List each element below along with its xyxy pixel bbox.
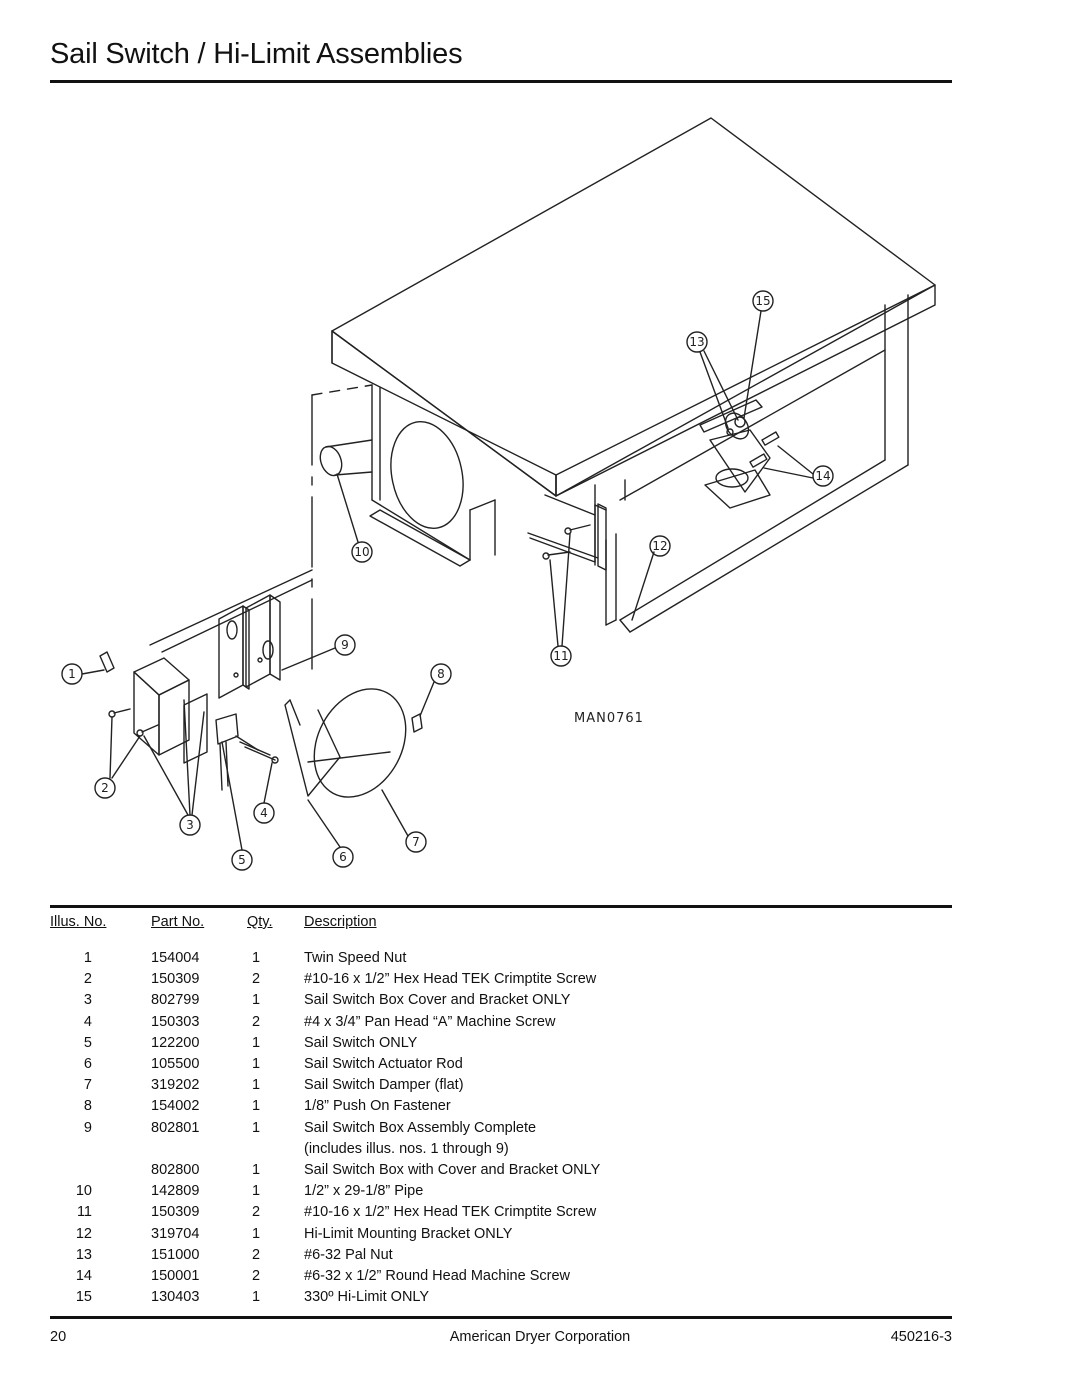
callout-label-5: 5 bbox=[238, 853, 246, 867]
table-row bbox=[50, 950, 952, 971]
cell-illus-no: 4 bbox=[83, 1013, 92, 1030]
callout-label-1: 1 bbox=[68, 667, 76, 681]
screws-part-11 bbox=[543, 525, 590, 559]
table-row bbox=[50, 1056, 952, 1077]
cell-part-no: 154002 bbox=[151, 1098, 200, 1115]
cell-qty: 1 bbox=[251, 1225, 261, 1242]
cell-illus-no: 5 bbox=[83, 1034, 92, 1051]
callout-label-9: 9 bbox=[341, 638, 349, 652]
table-row bbox=[50, 1268, 952, 1289]
callout-label-4: 4 bbox=[260, 806, 268, 820]
hi-limit-bracket bbox=[700, 400, 770, 508]
cell-description: Hi-Limit Mounting Bracket ONLY bbox=[304, 1225, 513, 1242]
cell-illus-no: 9 bbox=[83, 1119, 92, 1136]
cell-description: (includes illus. nos. 1 through 9) bbox=[304, 1140, 509, 1157]
callout-label-14: 14 bbox=[815, 469, 831, 483]
callout-3 bbox=[144, 700, 204, 835]
cell-description: Sail Switch Actuator Rod bbox=[304, 1056, 463, 1072]
cell-part-no: 802800 bbox=[151, 1162, 200, 1178]
callout-label-7: 7 bbox=[412, 835, 420, 849]
cell-qty: 1 bbox=[251, 1034, 261, 1051]
cell-part-no: 319704 bbox=[151, 1225, 200, 1242]
cell-part-no: 151000 bbox=[151, 1246, 200, 1263]
cell-illus-no: 1 bbox=[83, 950, 92, 966]
callout-label-6: 6 bbox=[339, 850, 347, 864]
cell-qty: 2 bbox=[251, 1246, 261, 1263]
header-illus-no: Illus. No. bbox=[50, 914, 107, 930]
table-row bbox=[50, 1035, 952, 1056]
cell-part-no: 319202 bbox=[151, 1077, 200, 1094]
cell-part-no: 142809 bbox=[151, 1183, 200, 1200]
callout-label-8: 8 bbox=[437, 667, 445, 681]
footer-rule bbox=[50, 1316, 952, 1319]
cell-illus-no: 12 bbox=[75, 1225, 92, 1242]
callout-label-15: 15 bbox=[755, 294, 771, 308]
cell-description: Sail Switch Damper (flat) bbox=[304, 1077, 464, 1094]
header-qty: Qty. bbox=[247, 914, 273, 930]
cell-part-no: 122200 bbox=[151, 1034, 200, 1051]
table-row bbox=[50, 1289, 952, 1310]
sail-switch-box-brackets bbox=[219, 595, 280, 698]
cell-description: 1/2” x 29-1/8” Pipe bbox=[304, 1183, 424, 1200]
header-part-no: Part No. bbox=[151, 914, 205, 930]
callout-label-3: 3 bbox=[186, 818, 194, 832]
cell-description: Sail Switch Box Cover and Bracket ONLY bbox=[304, 992, 571, 1009]
cell-illus-no: 11 bbox=[76, 1204, 92, 1221]
table-row bbox=[50, 1014, 952, 1035]
cell-qty: 2 bbox=[251, 1013, 261, 1030]
screws-part-4 bbox=[240, 742, 278, 763]
cell-part-no: 802799 bbox=[151, 992, 200, 1009]
cell-description: #10-16 x 1/2” Hex Head TEK Crimptite Screw bbox=[304, 1204, 597, 1221]
exploded-parts-diagram bbox=[50, 100, 952, 890]
push-on-fastener bbox=[412, 714, 422, 732]
twin-speed-nut bbox=[100, 652, 114, 672]
page-number: 20 bbox=[50, 1329, 67, 1345]
cell-description: #6-32 Pal Nut bbox=[304, 1246, 393, 1263]
table-row bbox=[50, 1120, 952, 1141]
table-row bbox=[50, 1098, 952, 1119]
cell-illus-no: 15 bbox=[75, 1289, 92, 1306]
table-row bbox=[50, 992, 952, 1013]
housing-top-panel bbox=[332, 118, 935, 496]
actuator-rod bbox=[285, 700, 340, 796]
cell-description: 1/8” Push On Fastener bbox=[304, 1098, 451, 1115]
title-rule bbox=[50, 80, 952, 83]
table-row bbox=[50, 1247, 952, 1268]
callout-label-12: 12 bbox=[652, 539, 668, 553]
cell-part-no: 154004 bbox=[151, 950, 200, 966]
table-row bbox=[50, 1162, 952, 1183]
table-row bbox=[50, 1141, 952, 1162]
table-row bbox=[50, 1077, 952, 1098]
sail-switch-box-cover bbox=[134, 658, 207, 763]
callout-label-10: 10 bbox=[354, 545, 370, 559]
document-number: 450216-3 bbox=[890, 1329, 952, 1345]
cell-part-no: 150001 bbox=[151, 1268, 200, 1284]
header-description: Description bbox=[304, 914, 377, 930]
cell-qty: 1 bbox=[251, 1056, 261, 1072]
table-rule bbox=[50, 905, 952, 908]
cell-description: Sail Switch ONLY bbox=[304, 1034, 418, 1051]
pipe-part-10 bbox=[150, 440, 372, 652]
callout-label-11: 11 bbox=[553, 649, 569, 663]
table-row bbox=[50, 971, 952, 992]
cell-illus-no: 14 bbox=[75, 1268, 92, 1284]
cell-qty: 1 bbox=[251, 992, 261, 1009]
table-row bbox=[50, 1183, 952, 1204]
cell-description: Sail Switch Box with Cover and Bracket ONLY bbox=[304, 1162, 601, 1178]
cell-qty: 2 bbox=[251, 1268, 261, 1284]
cell-description: Sail Switch Box Assembly Complete bbox=[304, 1119, 537, 1136]
table-row bbox=[50, 1204, 952, 1225]
cell-illus-no: 3 bbox=[83, 992, 92, 1009]
cell-qty: 1 bbox=[251, 1098, 261, 1115]
cell-illus-no: 10 bbox=[75, 1183, 92, 1200]
cell-description: 330º Hi-Limit ONLY bbox=[304, 1289, 430, 1306]
cell-qty: 1 bbox=[251, 950, 261, 966]
cell-description: #10-16 x 1/2” Hex Head TEK Crimptite Screw bbox=[304, 971, 597, 988]
cell-part-no: 150309 bbox=[151, 1204, 200, 1221]
callout-label-13: 13 bbox=[689, 335, 705, 349]
cell-part-no: 150303 bbox=[151, 1013, 200, 1030]
cell-illus-no: 13 bbox=[75, 1246, 92, 1263]
cell-qty: 1 bbox=[251, 1289, 261, 1306]
cell-part-no: 105500 bbox=[151, 1056, 200, 1072]
company-name: American Dryer Corporation bbox=[449, 1329, 631, 1345]
cell-illus-no: 2 bbox=[83, 971, 92, 988]
cell-description: #4 x 3/4” Pan Head “A” Machine Screw bbox=[304, 1013, 556, 1030]
cell-part-no: 150309 bbox=[151, 971, 200, 988]
cell-qty: 1 bbox=[251, 1162, 261, 1178]
cell-qty: 2 bbox=[251, 1204, 261, 1221]
sail-switch bbox=[216, 714, 258, 790]
cell-qty: 1 bbox=[251, 1119, 261, 1136]
callout-8 bbox=[420, 664, 451, 716]
callout-label-2: 2 bbox=[101, 781, 109, 795]
cell-illus-no: 7 bbox=[83, 1077, 92, 1094]
cell-illus-no: 6 bbox=[83, 1056, 92, 1072]
sail-switch-damper bbox=[296, 673, 424, 813]
housing-body bbox=[312, 295, 908, 680]
cell-description: Twin Speed Nut bbox=[304, 950, 407, 966]
page-title: Sail Switch / Hi-Limit Assemblies bbox=[50, 38, 463, 70]
table-row bbox=[50, 1226, 952, 1247]
drawing-code: MAN0761 bbox=[574, 711, 644, 726]
cell-description: #6-32 x 1/2” Round Head Machine Screw bbox=[304, 1268, 570, 1284]
cell-part-no: 802801 bbox=[151, 1119, 200, 1136]
cell-part-no: 130403 bbox=[151, 1289, 200, 1306]
cell-illus-no: 8 bbox=[83, 1098, 92, 1115]
cell-qty: 2 bbox=[251, 971, 261, 988]
cell-qty: 1 bbox=[251, 1183, 261, 1200]
cell-qty: 1 bbox=[251, 1077, 261, 1094]
hi-limit-mounting-bracket bbox=[598, 504, 606, 570]
